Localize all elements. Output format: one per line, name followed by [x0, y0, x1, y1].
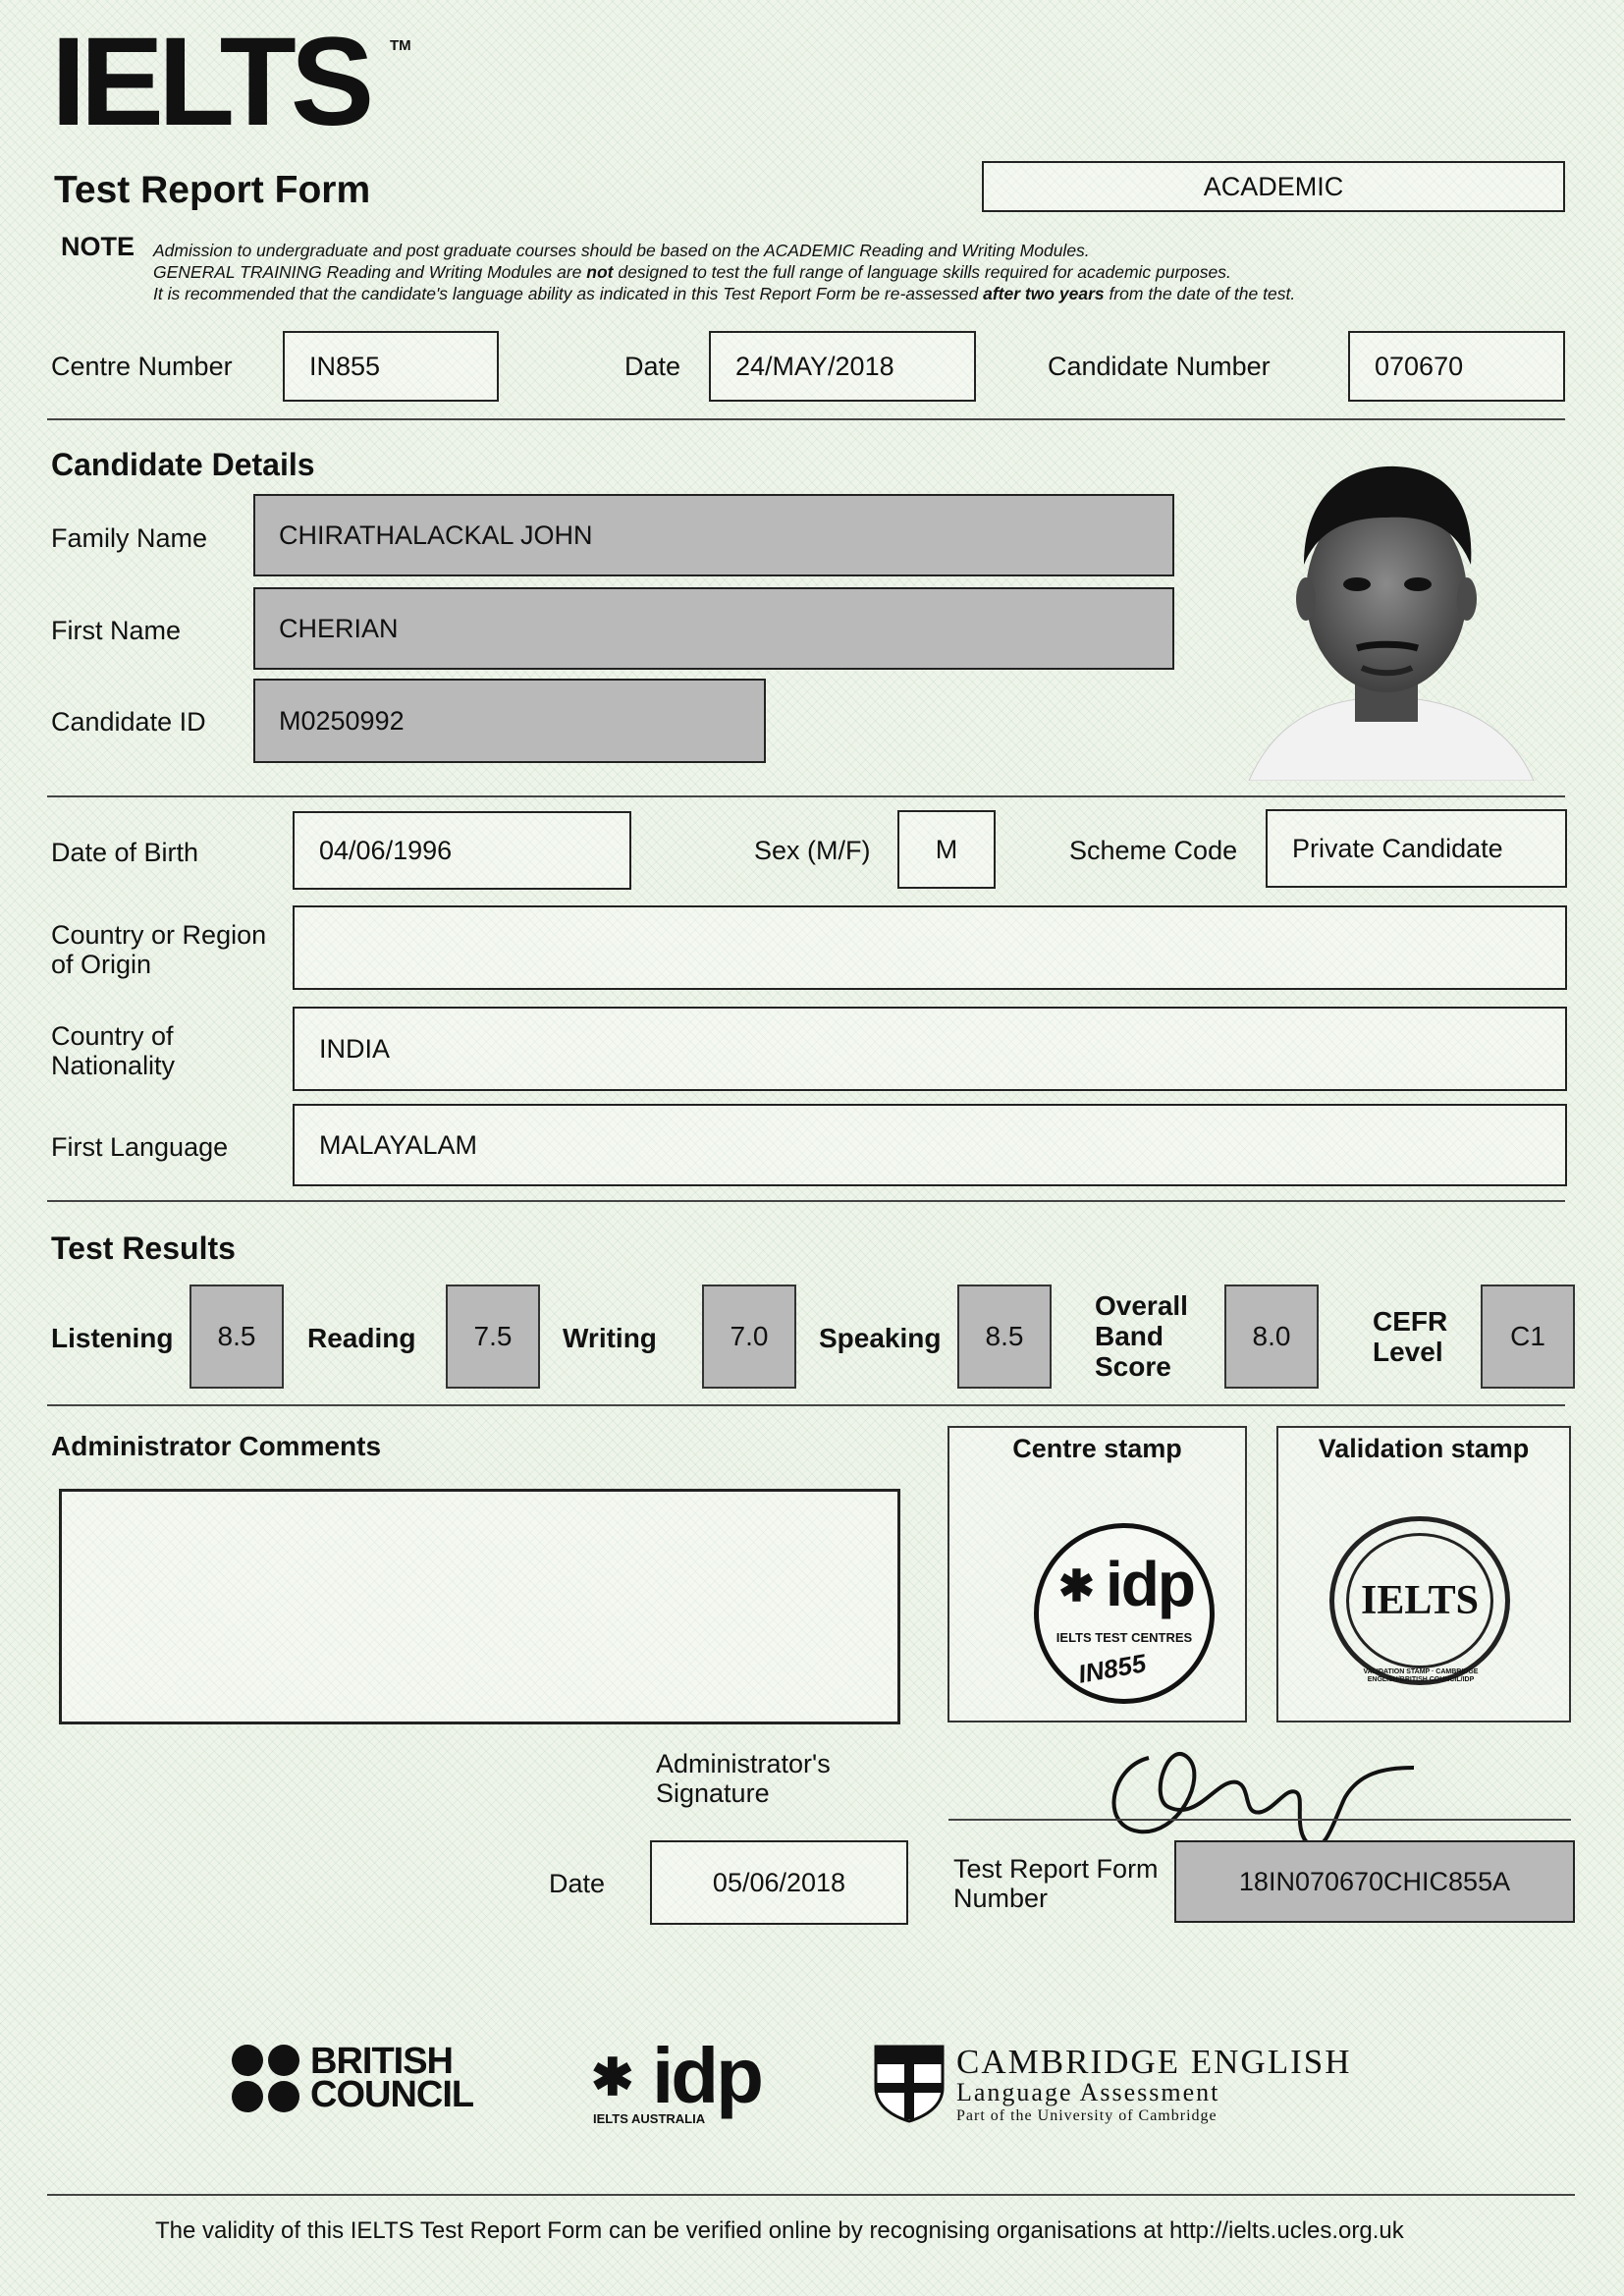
- cambridge-english-logo: [874, 2045, 1384, 2123]
- validation-stamp-label: Validation stamp: [1318, 1434, 1530, 1463]
- nationality-label-line-1: Country of: [51, 1021, 174, 1051]
- british-council-line-2: COUNCIL: [310, 2074, 474, 2115]
- idp-australia-logo: [591, 2032, 768, 2129]
- signature-label-line-1: Administrator's: [656, 1749, 831, 1778]
- scheme-code-value: Private Candidate: [1292, 833, 1503, 863]
- cefr-score-box: [1481, 1285, 1575, 1389]
- idp-stamp-mark-icon: ✱: [1058, 1562, 1095, 1611]
- note-text: [153, 240, 1295, 304]
- note-line-3c: from the date of the test.: [1104, 284, 1296, 303]
- admin-date-value: 05/06/2018: [712, 1867, 846, 1897]
- listening-score-box: [189, 1285, 284, 1389]
- candidate-number-label: Candidate Number: [1048, 352, 1271, 381]
- reading-score-box: [446, 1285, 540, 1389]
- cefr-label-line-2: Level: [1373, 1337, 1443, 1367]
- module-box: [982, 161, 1565, 212]
- admin-signature: [1090, 1738, 1424, 1856]
- trf-label-line-2: Number: [953, 1884, 1049, 1913]
- candidate-number-value: 070670: [1375, 351, 1464, 381]
- reading-score: 7.5: [473, 1321, 513, 1351]
- listening-score: 8.5: [217, 1321, 256, 1351]
- candidate-id-box: [253, 679, 766, 763]
- nationality-label: [51, 1021, 175, 1080]
- divider-4: [47, 1404, 1565, 1406]
- validity-text: The validity of this IELTS Test Report Form can be verified online by recognising organisations at http://ielts.ucles.org.uk: [155, 2217, 1404, 2244]
- centre-number-value: IN855: [309, 351, 381, 381]
- test-date-label: Date: [624, 352, 681, 381]
- sex-label: Sex (M/F): [754, 836, 871, 865]
- trf-label-line-1: Test Report Form: [953, 1854, 1159, 1884]
- overall-score-box: [1224, 1285, 1319, 1389]
- centre-number-box: [283, 331, 499, 402]
- scheme-code-box: [1266, 809, 1567, 888]
- idp-stamp-code: IN855: [1075, 1648, 1149, 1689]
- origin-label-line-2: of Origin: [51, 950, 152, 979]
- nationality-box: [293, 1007, 1567, 1091]
- overall-label-line-2: Band: [1095, 1321, 1164, 1351]
- family-name-value: CHIRATHALACKAL JOHN: [279, 519, 593, 550]
- validation-stamp-box: [1276, 1426, 1571, 1722]
- trf-number-value: 18IN070670CHIC855A: [1238, 1866, 1511, 1896]
- idp-stamp-brand: idp: [1106, 1549, 1194, 1619]
- note-line-2b: not: [586, 262, 614, 282]
- module-value: ACADEMIC: [1203, 171, 1344, 201]
- admin-date-label: Date: [549, 1869, 606, 1898]
- candidate-number-box: [1348, 331, 1565, 402]
- british-council-text: [310, 2041, 474, 2115]
- divider-1: [47, 418, 1565, 420]
- validation-seal-ring-text: VALIDATION STAMP · CAMBRIDGE ENGLISH/BRITISH COUNCIL/IDP: [1363, 1668, 1479, 1683]
- cambridge-text: [956, 2045, 1351, 2127]
- candidate-id-label: Candidate ID: [51, 707, 206, 737]
- sex-value: M: [935, 834, 958, 864]
- divider-footer: [47, 2194, 1575, 2196]
- speaking-score-box: [957, 1285, 1052, 1389]
- admin-comments-box: [59, 1489, 900, 1724]
- validation-seal-text: IELTS: [1361, 1578, 1479, 1623]
- scheme-code-label: Scheme Code: [1069, 836, 1238, 865]
- british-council-line-1: BRITISH: [310, 2041, 453, 2082]
- nationality-value: INDIA: [319, 1033, 391, 1064]
- reading-label: Reading: [307, 1323, 416, 1353]
- cambridge-line-3: Part of the University of Cambridge: [956, 2107, 1218, 2124]
- note-line-3a: It is recommended that the candidate's language ability as indicated in this Test Report Form be re-assessed: [153, 284, 984, 303]
- note-line-3: [153, 283, 1295, 304]
- note-line-2c: designed to test the full range of language skills required for academic purposes.: [613, 262, 1231, 282]
- cambridge-line-1: CAMBRIDGE ENGLISH: [956, 2043, 1352, 2081]
- first-language-box: [293, 1104, 1567, 1186]
- writing-score: 7.0: [730, 1321, 769, 1351]
- validation-seal-inner-ring: [1346, 1533, 1493, 1668]
- note-line-2: [153, 261, 1295, 283]
- signature-label-line-2: Signature: [656, 1778, 770, 1808]
- cefr-score: C1: [1510, 1321, 1545, 1351]
- first-name-box: [253, 587, 1174, 670]
- dob-value: 04/06/1996: [319, 835, 453, 865]
- first-name-label: First Name: [51, 616, 182, 645]
- note-line-1: Admission to undergraduate and post graduate courses should be based on the ACADEMIC Reading and Writing Modules.: [153, 241, 1090, 260]
- test-date-box: [709, 331, 976, 402]
- british-council-dots-icon: [232, 2045, 300, 2113]
- idp-subtitle: IELTS AUSTRALIA: [593, 2111, 706, 2126]
- idp-mark-icon: ✱: [591, 2050, 634, 2106]
- admin-comments-label: Administrator Comments: [51, 1431, 382, 1461]
- candidate-id-value: M0250992: [279, 705, 405, 736]
- family-name-box: [253, 494, 1174, 576]
- listening-label: Listening: [51, 1323, 174, 1353]
- cambridge-shield-icon: [874, 2045, 945, 2123]
- origin-box: [293, 905, 1567, 990]
- cefr-label-line-1: CEFR: [1373, 1306, 1448, 1337]
- dob-label: Date of Birth: [51, 838, 199, 867]
- overall-band-label: [1095, 1290, 1188, 1382]
- ielts-logo-text: IELTS: [51, 12, 369, 152]
- overall-score: 8.0: [1252, 1321, 1291, 1351]
- divider-3: [47, 1200, 1565, 1202]
- first-name-value: CHERIAN: [279, 613, 399, 643]
- idp-brand: idp: [652, 2032, 761, 2119]
- test-results-heading: Test Results: [51, 1230, 236, 1266]
- validation-seal: [1329, 1516, 1510, 1685]
- candidate-details-heading: Candidate Details: [51, 447, 315, 482]
- centre-stamp-box: [947, 1426, 1247, 1722]
- origin-label: [51, 920, 266, 979]
- british-council-logo: [232, 2041, 477, 2115]
- writing-label: Writing: [563, 1323, 657, 1353]
- note-label: NOTE: [61, 232, 135, 261]
- note-line-2a: GENERAL TRAINING Reading and Writing Modules are: [153, 262, 587, 282]
- sex-box: [897, 810, 996, 889]
- centre-number-label: Centre Number: [51, 352, 233, 381]
- dob-box: [293, 811, 631, 890]
- nationality-label-line-2: Nationality: [51, 1051, 176, 1080]
- writing-score-box: [702, 1285, 796, 1389]
- admin-signature-label: [656, 1749, 831, 1808]
- signature-line: [948, 1819, 1571, 1821]
- overall-label-line-1: Overall: [1095, 1290, 1188, 1321]
- idp-stamp: [1034, 1523, 1215, 1704]
- ielts-logo: [51, 12, 411, 152]
- first-language-label: First Language: [51, 1132, 229, 1162]
- candidate-photo: [1210, 447, 1565, 781]
- overall-label-line-3: Score: [1095, 1351, 1171, 1382]
- admin-date-box: [650, 1840, 908, 1925]
- first-language-value: MALAYALAM: [319, 1129, 478, 1160]
- trf-number-box: [1174, 1840, 1575, 1923]
- idp-stamp-subtitle: IELTS TEST CENTRES: [1056, 1630, 1193, 1645]
- form-title: Test Report Form: [54, 169, 371, 211]
- trademark-mark: TM: [390, 37, 411, 54]
- cambridge-line-2: Language Assessment: [956, 2078, 1220, 2106]
- note-line-3b: after two years: [983, 284, 1105, 303]
- origin-label-line-1: Country or Region: [51, 920, 267, 950]
- speaking-label: Speaking: [819, 1323, 942, 1353]
- trf-number-label: [953, 1854, 1159, 1913]
- test-date-value: 24/MAY/2018: [735, 351, 894, 381]
- family-name-label: Family Name: [51, 523, 208, 553]
- speaking-score: 8.5: [985, 1321, 1024, 1351]
- cefr-level-label: [1373, 1306, 1447, 1367]
- divider-2: [47, 795, 1565, 797]
- centre-stamp-label: Centre stamp: [1012, 1434, 1182, 1463]
